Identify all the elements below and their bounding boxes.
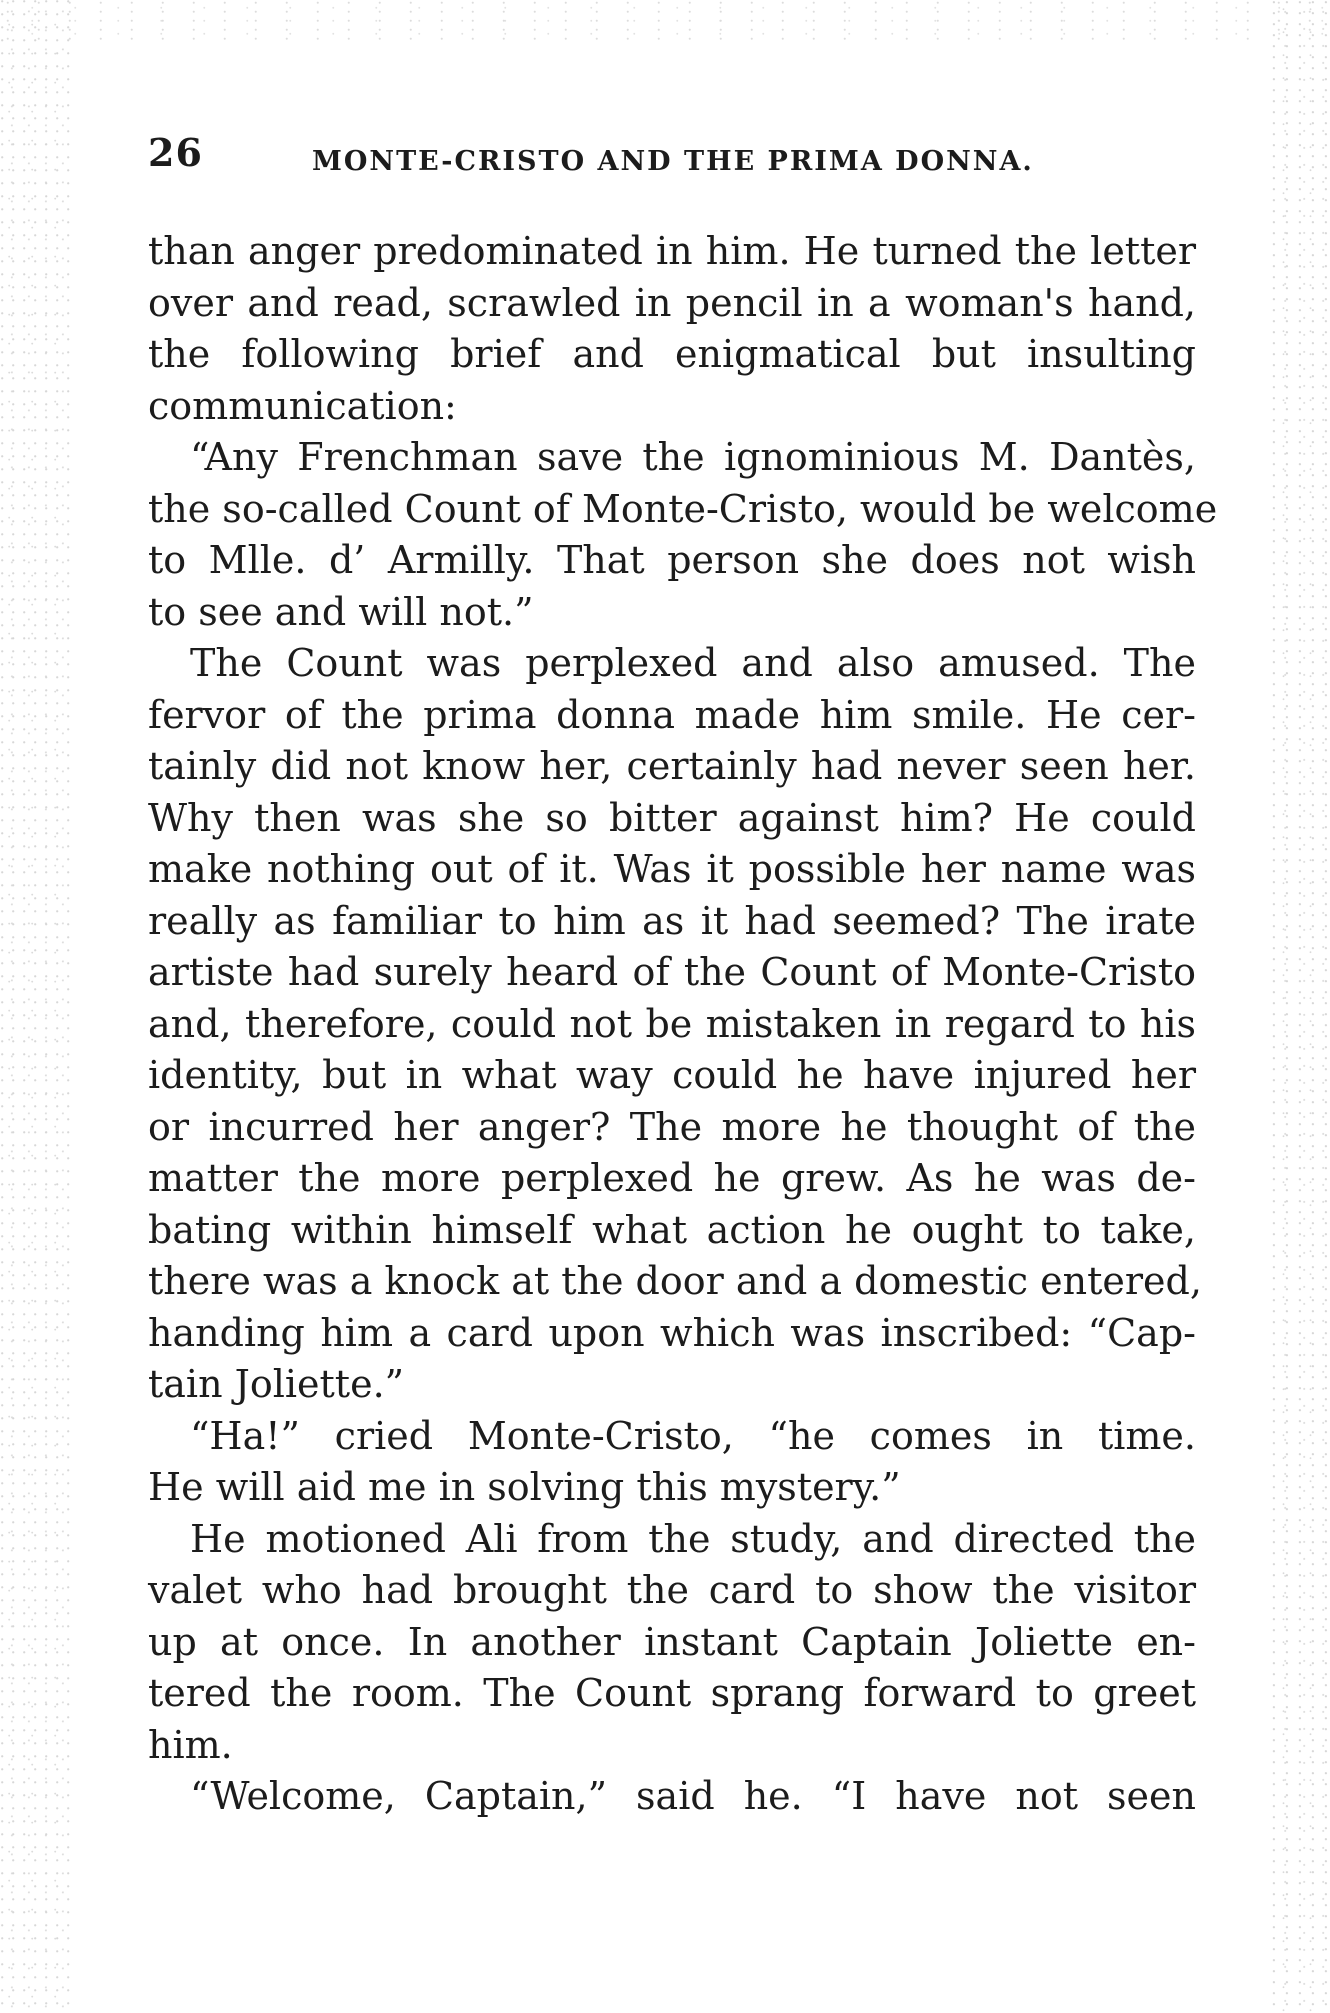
text-line: bating within himself what action he ought to take,	[148, 1207, 1196, 1252]
text-line: up at once. In another instant Captain Joliette en-	[148, 1619, 1196, 1664]
text-line: Why then was she so bitter against him? He could	[148, 795, 1196, 840]
text-line: matter the more perplexed he grew. As he was de-	[148, 1156, 1196, 1200]
paper-speckle-top	[0, 0, 1330, 40]
page-number: 26	[148, 130, 203, 175]
text-line: over and read, scrawled in pencil in a woman's hand,	[148, 280, 1196, 325]
paper-speckle-right	[1270, 0, 1330, 2013]
text-line: fervor of the prima donna made him smile. He cer-	[148, 692, 1196, 737]
text-line: He will aid me in solving this mystery.”	[148, 1465, 901, 1509]
text-line: or incurred her anger? The more he thought of the	[148, 1104, 1196, 1149]
text-line: the so-called Count of Monte-Cristo, would be welcome	[148, 486, 1218, 531]
text-line: artiste had surely heard of the Count of Monte-Cristo	[148, 950, 1196, 994]
text-line: there was a knock at the door and a domestic entered,	[148, 1259, 1202, 1303]
text-line: valet who had brought the card to show the visitor	[148, 1568, 1196, 1612]
text-line: handing him a card upon which was inscribed: “Cap-	[148, 1310, 1196, 1355]
running-head: MONTE-CRISTO AND THE PRIMA DONNA.	[312, 146, 1034, 177]
text-line: “Ha!” cried Monte-Cristo, “he comes in time.	[190, 1413, 1196, 1458]
text-line: The Count was perplexed and also amused. The	[190, 641, 1196, 685]
text-line: “Welcome, Captain,” said he. “I have not seen	[190, 1774, 1196, 1818]
text-line: identity, but in what way could he have injured her	[148, 1053, 1196, 1097]
text-line: him.	[148, 1722, 233, 1767]
text-line: tered the room. The Count sprang forward to greet	[148, 1671, 1196, 1715]
text-line: He motioned Ali from the study, and directed the	[190, 1516, 1196, 1561]
text-line: and, therefore, could not be mistaken in regard to his	[148, 1001, 1196, 1046]
text-line: tainly did not know her, certainly had never seen her.	[148, 744, 1196, 788]
text-line: make nothing out of it. Was it possible her name was	[148, 847, 1196, 891]
paper-speckle-left	[0, 0, 70, 2013]
body-text	[148, 226, 1218, 1823]
text-line: “Any Frenchman save the ignominious M. Dantès,	[190, 435, 1196, 479]
page-header	[148, 130, 1198, 190]
text-line: to see and will not.”	[148, 589, 534, 634]
text-line: than anger predominated in him. He turned the letter	[148, 229, 1196, 273]
text-line: the following brief and enigmatical but insulting	[148, 332, 1196, 376]
text-line: communication:	[148, 383, 457, 428]
text-line: to Mlle. d’ Armilly. That person she does not wish	[148, 538, 1196, 582]
text-line: tain Joliette.”	[148, 1362, 405, 1406]
text-line: really as familiar to him as it had seemed? The irate	[148, 898, 1196, 943]
